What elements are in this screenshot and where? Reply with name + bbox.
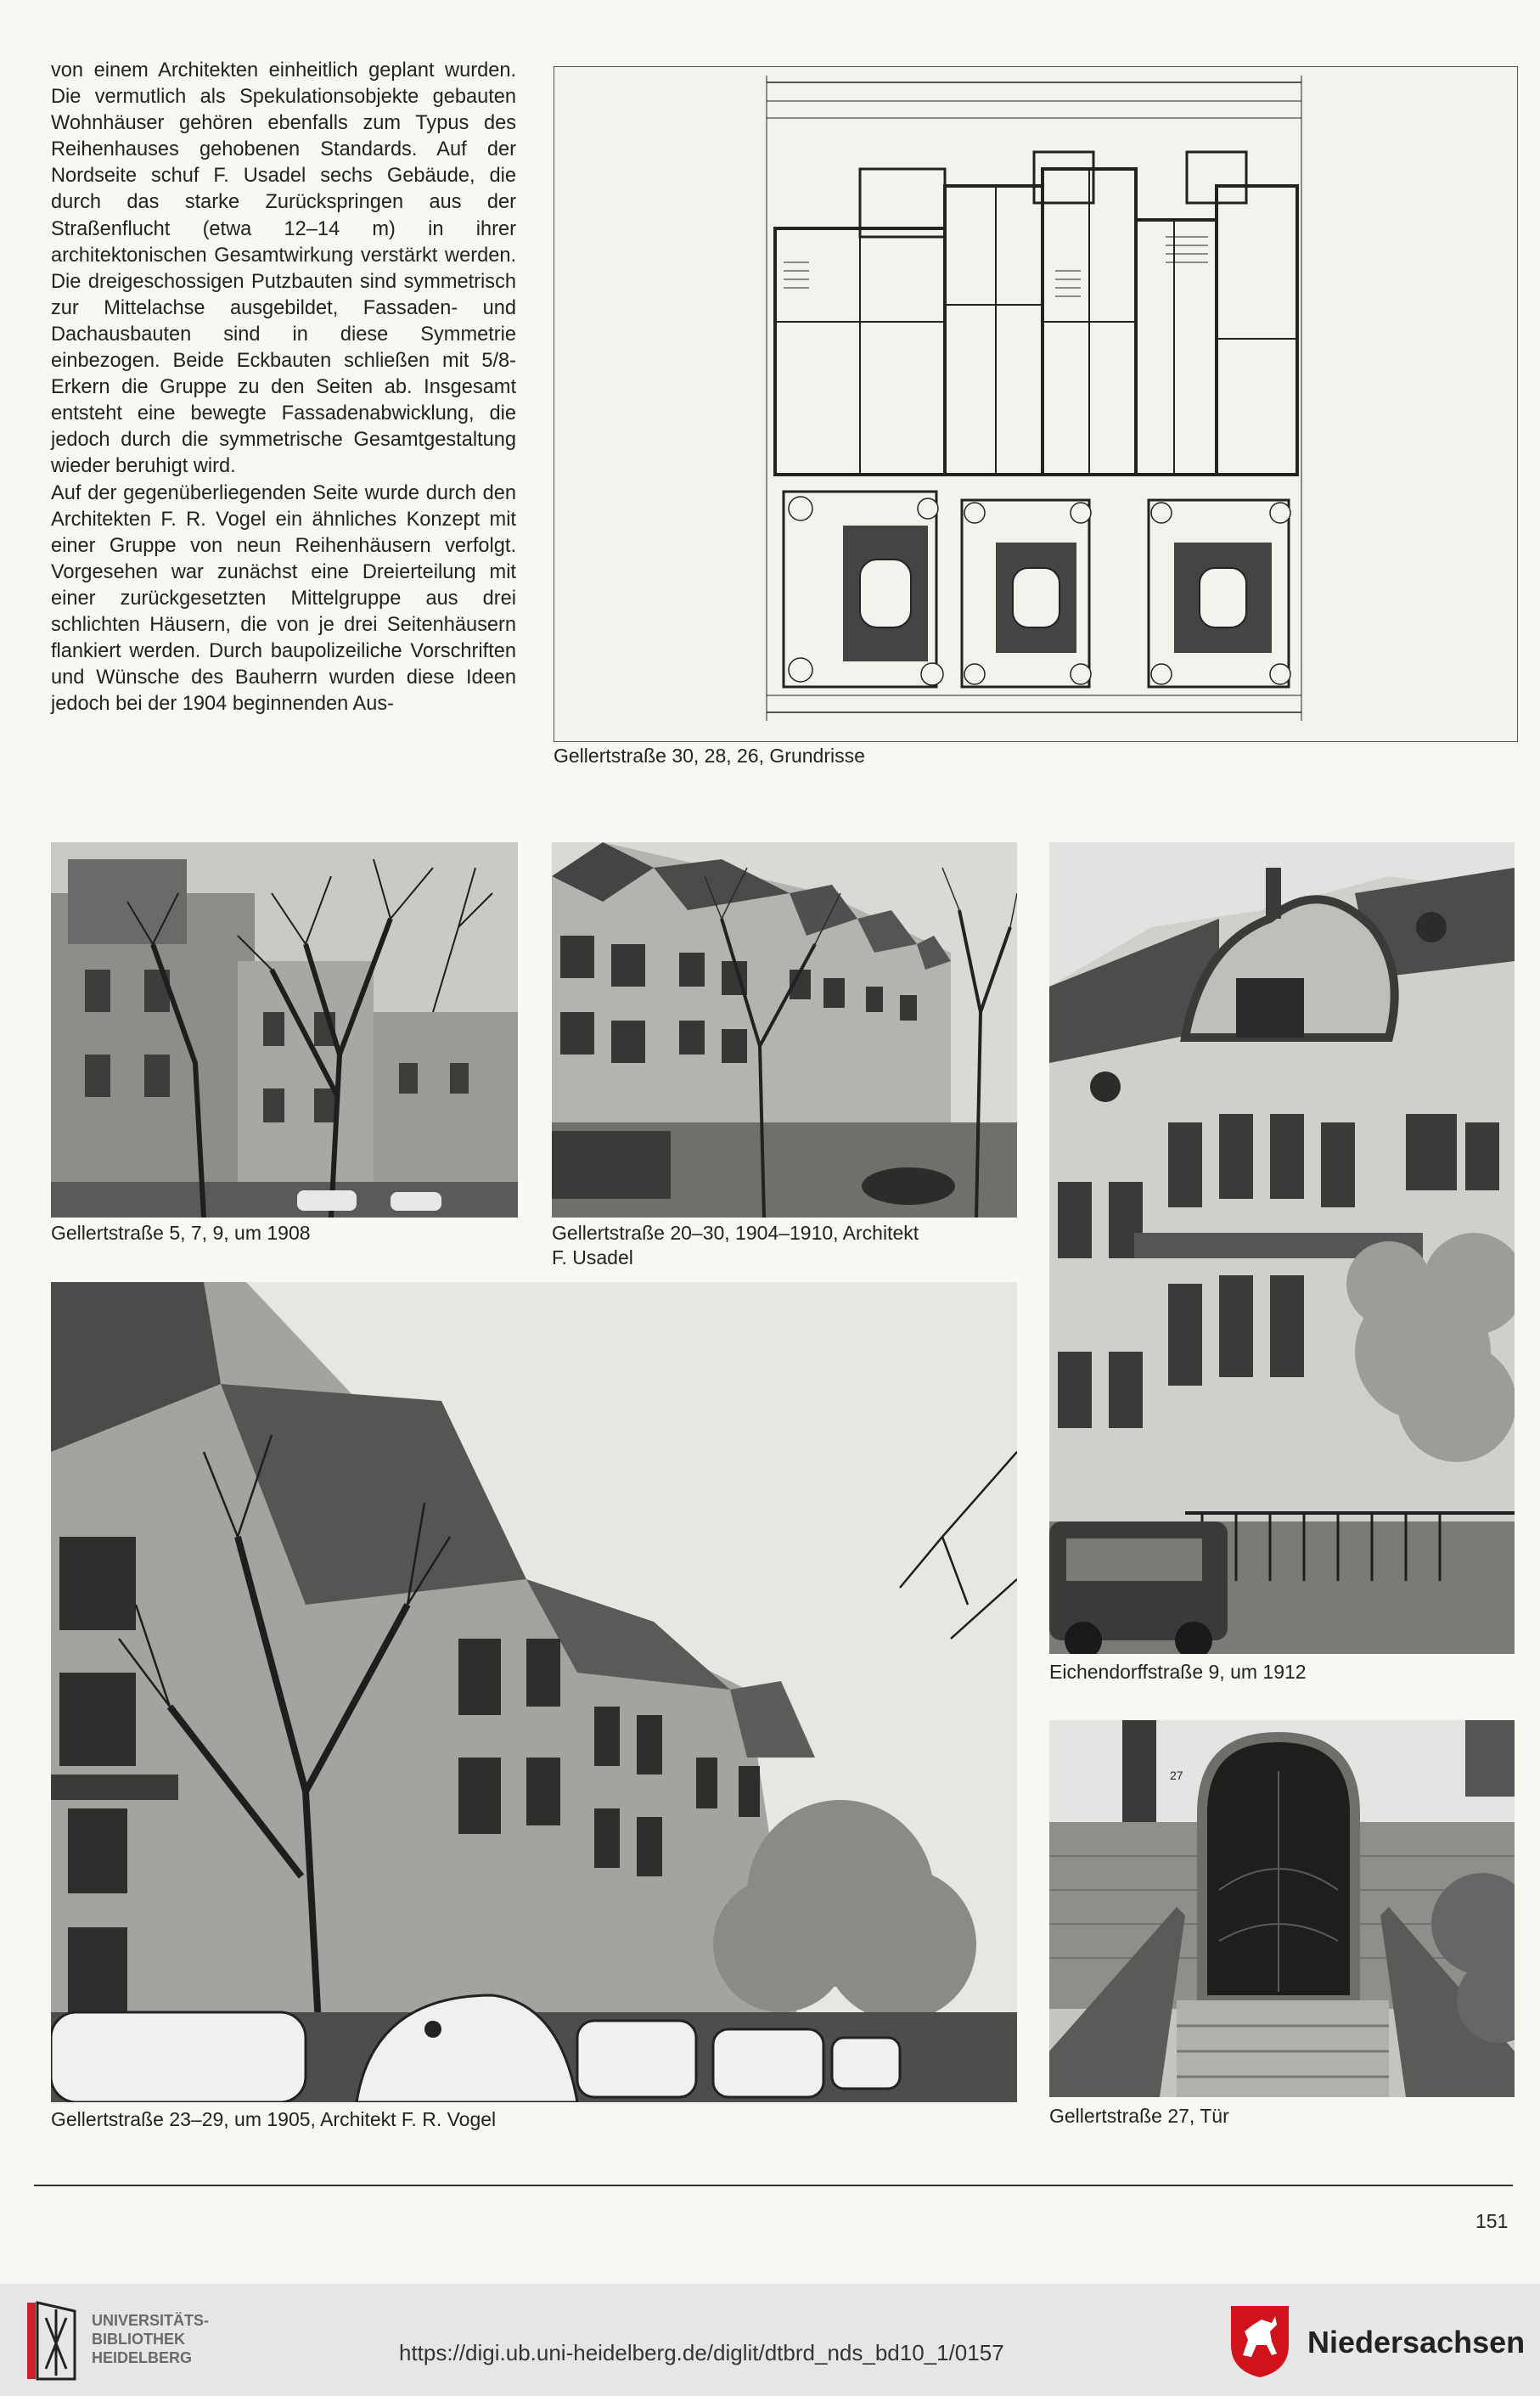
house-number-27: 27: [1170, 1769, 1183, 1782]
bottom-rule: [34, 2185, 1513, 2186]
photo-eichendorffstrasse-9: [1049, 842, 1515, 1654]
photo-gellertstrasse-23-29: [51, 1282, 1017, 2102]
document-url-link[interactable]: https://digi.ub.uni-heidelberg.de/diglit/dtbrd_nds_bd10_1/0157: [399, 2340, 1004, 2365]
paragraph: Auf der gegenüberliegenden Seite wurde durch den Architekten F. R. Vogel ein ähnliches Konzept mit einer Gruppe von neun Reihenhäusern verfolgt. Vorgesehen war zunächst eine Dreierteilung mit einer zurückgesetzten Mittelgruppe aus drei schlichten Häusern, die von je drei Seitenhäusern flankiert werden. Durch baupolizeiliche Vorschriften und Wünsche des Bauherrn wurden diese Ideen jedoch bei der 1904 beginnenden Aus-: [51, 481, 516, 716]
state-name: Niedersachsen: [1307, 2325, 1526, 2359]
floorplan-caption: Gellertstraße 30, 28, 26, Grundrisse: [554, 745, 865, 767]
floorplan-figure: [554, 66, 1518, 742]
photo2-caption-line2: F. Usadel: [552, 1246, 633, 1268]
photo-gellertstrasse-5-7-9: [51, 842, 518, 1218]
body-text-column: [51, 58, 516, 717]
library-line: UNIVERSITÄTS-: [92, 2312, 210, 2329]
page-number: 151: [1475, 2210, 1509, 2232]
photo-gellertstrasse-27-door: [1049, 1720, 1515, 2097]
paragraph: von einem Architekten einheitlich geplant wurden. Die vermutlich als Spekulationsobjekte gebauten Wohnhäuser gehören ebenfalls zum Typus des Reihenhauses gehobenen Standards. Auf der Nordseite schuf F. Usadel sechs Gebäude, die durch das starke Zurückspringen aus der Straßenflucht (etwa 12–14 m) in ihrer architektonischen Gesamtwirkung verstärkt werden. Die dreigeschossigen Putzbauten sind symmetrisch zur Mittelachse ausgebildet, Fassaden- und Dachausbauten sind in diese Symmetrie einbezogen. Beide Eckbauten schließen mit 5/8-Erkern die Gruppe zu den Seiten ab. Insgesamt entsteht eine bewegte Fassadenabwicklung, die jedoch durch die symmetrische Gesamtgestaltung wieder beruhigt wird.: [51, 59, 516, 478]
photo1-caption: Gellertstraße 5, 7, 9, um 1908: [51, 1222, 311, 1244]
niedersachsen-horse-icon: [1228, 2303, 1292, 2379]
library-name: [92, 2311, 209, 2367]
library-line: HEIDELBERG: [92, 2349, 193, 2366]
photo3-caption: Eichendorffstraße 9, um 1912: [1049, 1661, 1307, 1683]
photo2-caption-line1: Gellertstraße 20–30, 1904–1910, Architekt: [552, 1222, 919, 1244]
photo-gellertstrasse-20-30: [552, 842, 1017, 1218]
photo4-caption: Gellertstraße 23–29, um 1905, Architekt F. R. Vogel: [51, 2108, 497, 2130]
library-line: BIBLIOTHEK: [92, 2331, 185, 2348]
photo5-caption: Gellertstraße 27, Tür: [1049, 2105, 1229, 2127]
ub-heidelberg-logo-icon: [25, 2301, 78, 2382]
